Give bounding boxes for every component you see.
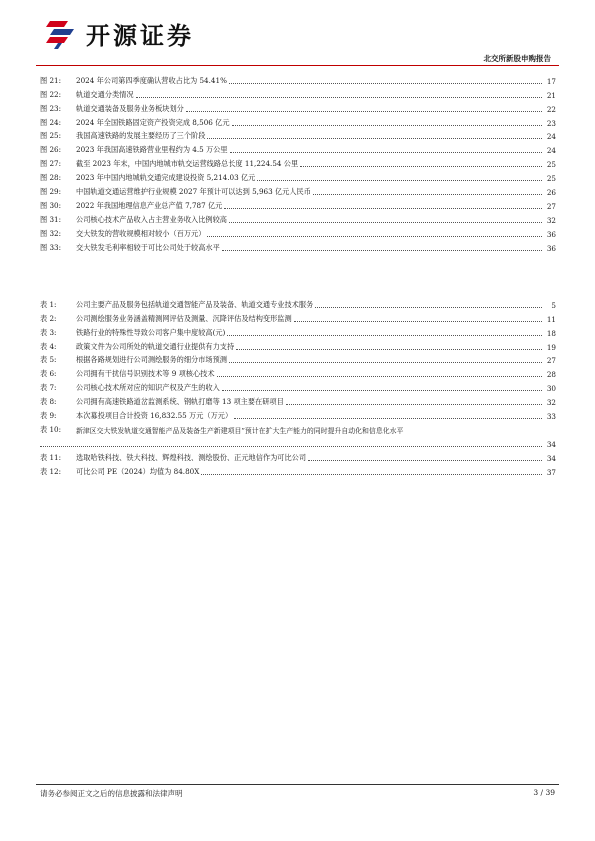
header-divider <box>36 65 559 66</box>
figure-entry[interactable] <box>40 100 556 114</box>
figure-entry[interactable] <box>40 155 556 169</box>
entry-label: 图 24: <box>40 117 62 127</box>
entry-label: 表 6: <box>40 369 57 379</box>
figure-entry[interactable] <box>40 239 556 253</box>
entry-title: 铁路行业的特殊性导致公司客户集中度较高(元) <box>76 327 226 337</box>
table-index <box>40 296 556 477</box>
leader-dots <box>222 390 542 391</box>
entry-title: 交大铁发毛利率相较于可比公司处于较高水平 <box>76 242 220 252</box>
entry-title: 根据各路规划进行公司测绘服务的细分市场预测 <box>76 355 227 365</box>
entry-label: 图 32: <box>40 228 62 238</box>
entry-label: 图 23: <box>40 103 62 113</box>
entry-label: 表 7: <box>40 383 57 393</box>
table-entry[interactable] <box>40 407 556 421</box>
entry-page: 30 <box>546 384 556 394</box>
entry-page: 33 <box>546 412 556 422</box>
report-type-label: 北交所新股申购报告 <box>483 54 551 63</box>
entry-page: 27 <box>546 201 556 211</box>
entry-page: 34 <box>546 453 556 463</box>
leader-dots <box>224 208 542 209</box>
table-entry[interactable] <box>40 463 556 477</box>
entry-page: 25 <box>546 160 556 170</box>
entry-page: 22 <box>546 104 556 114</box>
footer-divider <box>36 784 559 785</box>
leader-dots <box>229 83 542 84</box>
leader-dots <box>186 111 542 112</box>
entry-title: 公司拥有高速铁路道岔监测系统、钢轨打磨等 13 项主要在研项目 <box>76 397 284 407</box>
figure-entry[interactable] <box>40 225 556 239</box>
figure-entry[interactable] <box>40 114 556 128</box>
entry-page: 26 <box>546 188 556 198</box>
entry-title: 公司拥有干扰信号识别技术等 9 项核心技术 <box>76 369 215 379</box>
entry-label: 表 8: <box>40 397 57 407</box>
entry-title: 公司核心技术所对应的知识产权及产生的收入 <box>76 383 220 393</box>
entry-page: 24 <box>546 132 556 142</box>
entry-page: 21 <box>546 90 556 100</box>
entry-page: 24 <box>546 146 556 156</box>
entry-title: 2022 年我国地理信息产业总产值 7,787 亿元 <box>76 200 223 210</box>
brand-logo <box>44 16 194 51</box>
page-number: 3 / 39 <box>533 788 555 797</box>
leader-dots <box>234 418 542 419</box>
entry-title: 我国高速铁路的发展主要经历了三个阶段 <box>76 131 206 141</box>
entry-title: 政策文件为公司所处的轨道交通行业提供有力支持 <box>76 341 235 351</box>
entry-title: 公司主要产品及服务包括轨道交通智能产品及装备、轨道交通专业技术服务 <box>76 299 314 309</box>
leader-dots <box>230 152 542 153</box>
figure-entry[interactable] <box>40 169 556 183</box>
entry-label: 图 28: <box>40 173 62 183</box>
entry-page: 11 <box>546 314 556 324</box>
table-entry[interactable] <box>40 379 556 393</box>
entry-label: 图 33: <box>40 242 62 252</box>
entry-page: 28 <box>546 370 556 380</box>
leader-dots <box>207 138 542 139</box>
entry-label: 表 12: <box>40 466 62 476</box>
figure-entry[interactable] <box>40 86 556 100</box>
entry-page: 5 <box>551 300 556 310</box>
entry-page: 37 <box>546 467 556 477</box>
figure-entry[interactable] <box>40 197 556 211</box>
figure-entry[interactable] <box>40 72 556 86</box>
entry-title: 中国轨道交通运营维护行业规模 2027 年预计可以达到 5,963 亿元人民币 <box>76 187 311 197</box>
leader-dots <box>286 404 542 405</box>
figure-entry[interactable] <box>40 211 556 225</box>
leader-dots <box>222 250 542 251</box>
entry-label: 表 9: <box>40 411 57 421</box>
entry-page: 19 <box>546 342 556 352</box>
entry-title: 交大铁发的营收规模相对较小（百万元） <box>76 228 206 238</box>
entry-page: 32 <box>546 215 556 225</box>
leader-dots <box>207 236 542 237</box>
leader-dots <box>136 97 542 98</box>
entry-label: 表 1: <box>40 299 57 309</box>
table-entry[interactable] <box>40 310 556 324</box>
brand-logo-icon <box>44 17 78 51</box>
leader-dots <box>201 474 542 475</box>
entry-label: 图 26: <box>40 145 62 155</box>
entry-label: 图 21: <box>40 75 62 85</box>
entry-page: 32 <box>546 398 556 408</box>
entry-label: 表 10: <box>40 424 62 434</box>
entry-label: 图 31: <box>40 214 62 224</box>
leader-dots <box>313 194 542 195</box>
table-entry[interactable] <box>40 449 556 463</box>
leader-dots <box>229 362 542 363</box>
entry-page: 34 <box>546 439 556 449</box>
entry-label: 图 29: <box>40 187 62 197</box>
table-entry[interactable] <box>40 365 556 379</box>
leader-dots <box>217 376 542 377</box>
entry-page: 27 <box>546 356 556 366</box>
entry-label: 表 2: <box>40 313 57 323</box>
leader-dots <box>257 180 542 181</box>
entry-title: 轨道交通装备及服务业务板块划分 <box>76 103 184 113</box>
entry-title: 轨道交通分类情况 <box>76 89 134 99</box>
entry-title: 2024 年公司第四季度确认营收占比为 54.41% <box>76 75 227 85</box>
entry-page: 36 <box>546 229 556 239</box>
entry-page: 25 <box>546 174 556 184</box>
leader-dots <box>300 166 542 167</box>
entry-title: 截至 2023 年末，中国内地城市轨交运营线路总长度 11,224.54 公里 <box>76 159 299 169</box>
brand-name: 开源证券 <box>86 22 194 50</box>
entry-label: 图 22: <box>40 89 62 99</box>
figure-entry[interactable] <box>40 141 556 155</box>
table-entry[interactable] <box>40 296 556 310</box>
entry-page: 36 <box>546 243 556 253</box>
entry-label: 表 3: <box>40 327 57 337</box>
entry-title: 本次募投项目合计投资 16,832.55 万元（万元） <box>76 411 233 421</box>
figure-index <box>40 72 556 253</box>
table-entry[interactable] <box>40 393 556 407</box>
entry-label: 表 11: <box>40 452 62 462</box>
leader-dots <box>315 307 542 308</box>
entry-page: 18 <box>546 328 556 338</box>
entry-label: 图 25: <box>40 131 62 141</box>
table-entry[interactable] <box>40 421 556 449</box>
entry-label: 图 30: <box>40 200 62 210</box>
entry-title: 公司核心技术产品收入占主营业务收入比例较高 <box>76 214 227 224</box>
leader-dots <box>236 349 542 350</box>
entry-page: 23 <box>546 118 556 128</box>
table-entry[interactable] <box>40 352 556 366</box>
table-entry[interactable] <box>40 324 556 338</box>
entry-label: 表 4: <box>40 341 57 351</box>
leader-dots <box>229 222 542 223</box>
entry-title: 新津区交大铁发轨道交通智能产品及装备生产新建项目”预计在扩大生产能力的同时提升自动化和信息化水平 <box>76 426 404 435</box>
figure-entry[interactable] <box>40 128 556 142</box>
figure-entry[interactable] <box>40 183 556 197</box>
entry-title: 2024 年全国铁路固定资产投资完成 8,506 亿元 <box>76 117 230 127</box>
entry-page: 17 <box>546 76 556 86</box>
leader-dots <box>294 321 542 322</box>
leader-dots <box>227 335 542 336</box>
entry-title: 选取哈铁科技、铁大科技、辉煌科技、测绘股份、正元地信作为可比公司 <box>76 452 307 462</box>
footer-disclaimer: 请务必参阅正文之后的信息披露和法律声明 <box>40 789 183 798</box>
leader-dots <box>40 446 542 447</box>
entry-title: 2023 年我国高速铁路营业里程约为 4.5 万公里 <box>76 145 228 155</box>
leader-dots <box>232 125 542 126</box>
entry-label: 表 5: <box>40 355 57 365</box>
entry-title: 公司测绘服务业务涵盖精测网评估及测量、沉降评估及结构变形监测 <box>76 313 292 323</box>
entry-title: 2023 年中国内地城轨交通完成建设投资 5,214.03 亿元 <box>76 173 256 183</box>
entry-label: 图 27: <box>40 159 62 169</box>
leader-dots <box>308 460 542 461</box>
entry-title: 可比公司 PE（2024）均值为 84.80X <box>76 466 200 476</box>
table-entry[interactable] <box>40 338 556 352</box>
